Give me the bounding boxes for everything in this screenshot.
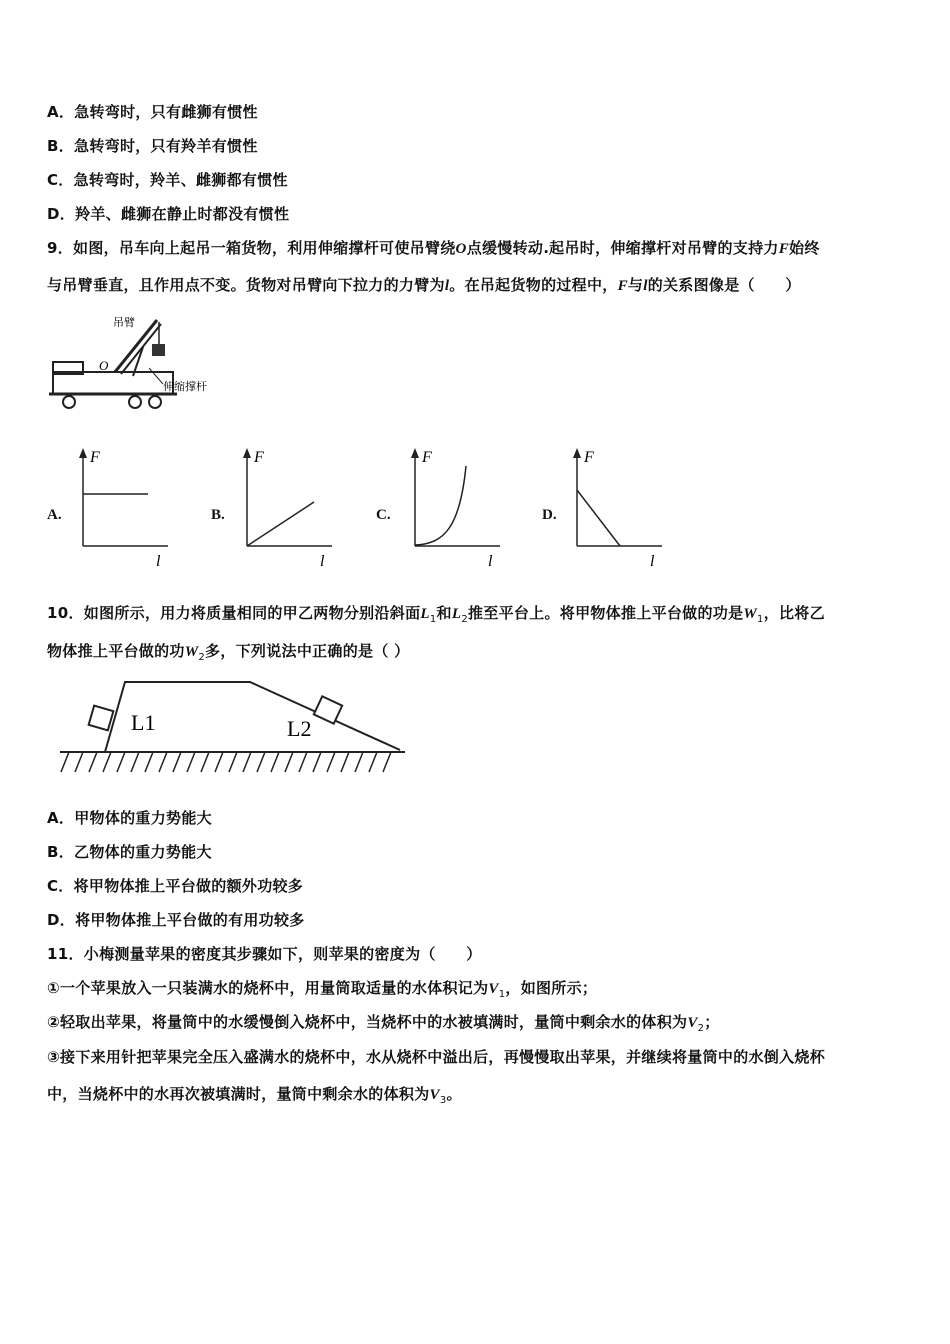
incline-label-l2: L2 [287, 716, 312, 741]
crane-figure [45, 312, 245, 412]
q11-step3-line1: ③接下来用针把苹果完全压入盛满水的烧杯中，水从烧杯中溢出后，再慢慢取出苹果，并继续将量筒中的水倒入烧杯 [47, 1048, 826, 1066]
graph-b [232, 446, 352, 571]
q8-option-c: C．急转弯时，羚羊、雌狮都有惯性 [47, 171, 288, 189]
graph-d [562, 446, 682, 571]
graph-c-y: F [422, 449, 432, 466]
graph-d-x: l [650, 553, 655, 570]
graph-c [400, 446, 520, 571]
q10-stem-line2: 物体推上平台做的功$W_2$多，下列说法中正确的是（ ） [47, 642, 410, 663]
q11-step2: ②轻取出苹果，将量筒中的水缓慢倒入烧杯中，当烧杯中的水被填满时，量筒中剩余水的体积为$V_2$； [47, 1013, 720, 1034]
graph-b-y: F [254, 449, 264, 466]
q10-stem-line1: 10．如图所示，用力将质量相同的甲乙两物分别沿斜面$L_1$和$L_2$推至平台上。将甲物体推上平台做的功是$W_1$，比将乙 [47, 604, 825, 625]
crane-pivot-label: O [99, 358, 109, 373]
incline-label-l1: L1 [131, 710, 156, 735]
graph-option-d-label: D. [542, 507, 557, 523]
q9-stem-line2: 与吊臂垂直，且作用点不变。货物对吊臂向下拉力的力臂为l。在吊起货物的过程中，F与l的关系图像是（ ） [47, 276, 801, 294]
graph-option-c-label: C. [376, 507, 391, 523]
crane-arm-label: 吊臂 [113, 316, 135, 329]
q8-option-b: B．急转弯时，只有羚羊有惯性 [47, 137, 258, 155]
graph-a [68, 446, 188, 571]
graph-c-x: l [488, 553, 493, 570]
q9-stem-line1: 9．如图，吊车向上起吊一箱货物，利用伸缩撑杆可使吊臂绕O点缓慢转动.起吊时，伸缩撑杆对吊臂的支持力F始终 [47, 239, 820, 257]
q8-option-d: D．羚羊、雌狮在静止时都没有惯性 [47, 205, 290, 223]
graph-d-y: F [584, 449, 594, 466]
q10-option-a: A．甲物体的重力势能大 [47, 809, 212, 827]
graph-a-x: l [156, 553, 161, 570]
graph-option-b-label: B. [211, 507, 225, 523]
q10-option-d: D．将甲物体推上平台做的有用功较多 [47, 911, 305, 929]
q11-title: 11．小梅测量苹果的密度其步骤如下，则苹果的密度为（ ） [47, 945, 482, 963]
q10-option-b: B．乙物体的重力势能大 [47, 843, 212, 861]
q8-option-a: A．急转弯时，只有雌狮有惯性 [47, 103, 258, 121]
graph-option-a-label: A. [47, 507, 62, 523]
graph-b-x: l [320, 553, 325, 570]
q11-step1: ①一个苹果放入一只装满水的烧杯中，用量筒取适量的水体积记为$V_1$，如图所示； [47, 979, 598, 1000]
q10-option-c: C．将甲物体推上平台做的额外功较多 [47, 877, 304, 895]
incline-figure [55, 672, 415, 784]
graph-a-y: F [90, 449, 100, 466]
crane-strut-label: 伸缩撑杆 [163, 380, 207, 393]
q11-step3-line2: 中，当烧杯中的水再次被填满时，量筒中剩余水的体积为$V_3$。 [47, 1085, 462, 1106]
